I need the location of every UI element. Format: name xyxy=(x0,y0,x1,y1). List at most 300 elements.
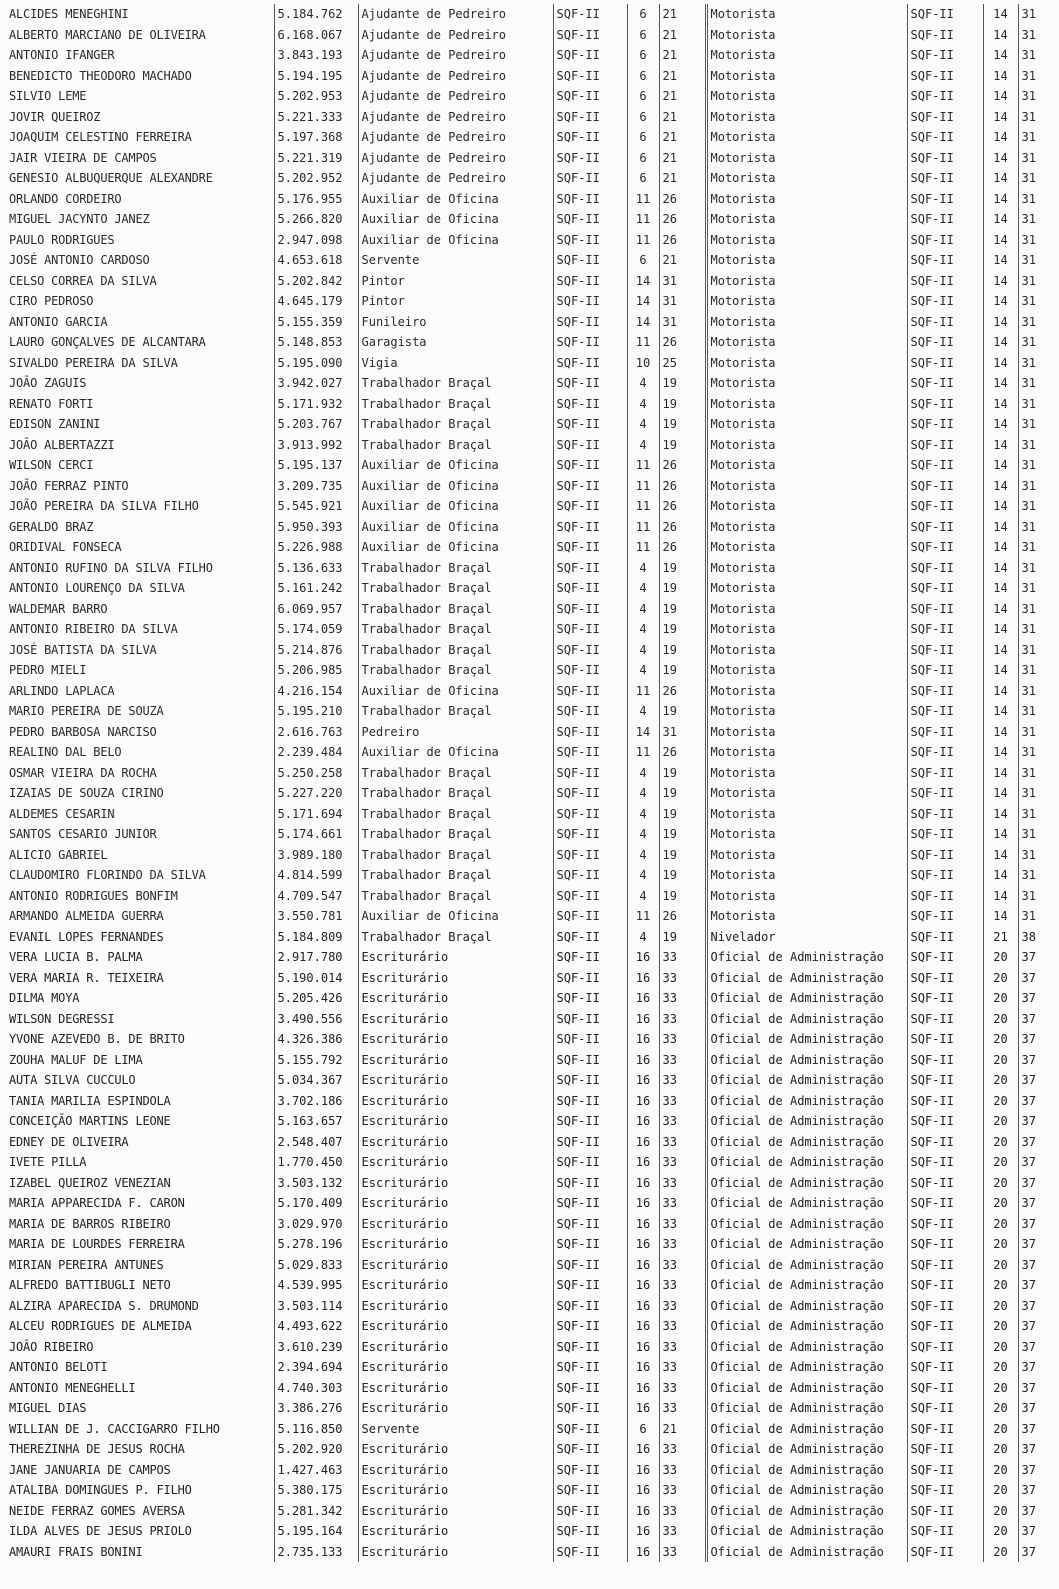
current-level: 14 xyxy=(627,312,659,333)
new-level: 14 xyxy=(983,127,1018,148)
current-table: SQF-II xyxy=(553,804,627,825)
current-level: 6 xyxy=(627,1419,659,1440)
new-grade: 31 xyxy=(1018,578,1052,599)
current-grade: 33 xyxy=(659,1501,706,1522)
new-position: Motorista xyxy=(706,476,907,497)
current-position: Escriturário xyxy=(358,1091,553,1112)
new-table: SQF-II xyxy=(907,1193,983,1214)
new-grade: 31 xyxy=(1018,332,1052,353)
current-position: Escriturário xyxy=(358,1480,553,1501)
current-table: SQF-II xyxy=(553,558,627,579)
current-position: Pintor xyxy=(358,271,553,292)
new-table: SQF-II xyxy=(907,1501,983,1522)
table-row xyxy=(6,435,1052,456)
new-level: 20 xyxy=(983,1316,1018,1337)
new-table: SQF-II xyxy=(907,45,983,66)
new-table: SQF-II xyxy=(907,1009,983,1030)
table-row xyxy=(6,1275,1052,1296)
registration-number: 5.195.210 xyxy=(274,701,358,722)
current-table: SQF-II xyxy=(553,1275,627,1296)
current-table: SQF-II xyxy=(553,168,627,189)
new-table: SQF-II xyxy=(907,783,983,804)
new-level: 14 xyxy=(983,414,1018,435)
current-grade: 31 xyxy=(659,312,706,333)
new-level: 20 xyxy=(983,1091,1018,1112)
current-level: 16 xyxy=(627,1234,659,1255)
current-position: Trabalhador Braçal xyxy=(358,804,553,825)
employee-name: CELSO CORREA DA SILVA xyxy=(9,273,157,288)
new-table: SQF-II xyxy=(907,1378,983,1399)
new-position: Oficial de Administração xyxy=(706,1480,907,1501)
employee-name: EDNEY DE OLIVEIRA xyxy=(9,1134,129,1149)
current-table: SQF-II xyxy=(553,988,627,1009)
new-position: Oficial de Administração xyxy=(706,1521,907,1542)
new-grade: 31 xyxy=(1018,886,1052,907)
registration-number: 2.548.407 xyxy=(274,1132,358,1153)
registration-number: 3.843.193 xyxy=(274,45,358,66)
current-table: SQF-II xyxy=(553,86,627,107)
new-grade: 37 xyxy=(1018,1111,1052,1132)
registration-number: 5.227.220 xyxy=(274,783,358,804)
new-grade: 31 xyxy=(1018,148,1052,169)
current-level: 6 xyxy=(627,168,659,189)
current-level: 16 xyxy=(627,1357,659,1378)
current-position: Escriturário xyxy=(358,1050,553,1071)
current-grade: 33 xyxy=(659,1214,706,1235)
new-level: 14 xyxy=(983,271,1018,292)
new-position: Oficial de Administração xyxy=(706,1193,907,1214)
new-table: SQF-II xyxy=(907,127,983,148)
new-position: Motorista xyxy=(706,414,907,435)
table-row xyxy=(6,1234,1052,1255)
current-grade: 26 xyxy=(659,681,706,702)
current-grade: 33 xyxy=(659,1152,706,1173)
table-row xyxy=(6,66,1052,87)
employee-name: ALCIDES MENEGHINI xyxy=(9,7,129,22)
new-table: SQF-II xyxy=(907,906,983,927)
employee-name: TANIA MARILIA ESPINDOLA xyxy=(9,1093,171,1108)
new-grade: 31 xyxy=(1018,824,1052,845)
table-row xyxy=(6,804,1052,825)
table-row xyxy=(6,1316,1052,1337)
new-table: SQF-II xyxy=(907,681,983,702)
current-table: SQF-II xyxy=(553,1091,627,1112)
new-table: SQF-II xyxy=(907,1460,983,1481)
current-grade: 33 xyxy=(659,1050,706,1071)
current-level: 16 xyxy=(627,1398,659,1419)
current-level: 6 xyxy=(627,4,659,25)
employee-name: ALFREDO BATTIBUGLI NETO xyxy=(9,1278,171,1293)
current-position: Auxiliar de Oficina xyxy=(358,496,553,517)
current-level: 16 xyxy=(627,1542,659,1563)
new-grade: 37 xyxy=(1018,1214,1052,1235)
current-table: SQF-II xyxy=(553,1132,627,1153)
new-grade: 31 xyxy=(1018,619,1052,640)
new-level: 14 xyxy=(983,189,1018,210)
new-grade: 37 xyxy=(1018,1378,1052,1399)
new-position: Motorista xyxy=(706,394,907,415)
new-position: Oficial de Administração xyxy=(706,1542,907,1563)
new-grade: 31 xyxy=(1018,373,1052,394)
registration-number: 5.195.137 xyxy=(274,455,358,476)
registration-number: 5.148.853 xyxy=(274,332,358,353)
current-level: 11 xyxy=(627,230,659,251)
current-grade: 33 xyxy=(659,1357,706,1378)
current-grade: 33 xyxy=(659,1378,706,1399)
registration-number: 5.170.409 xyxy=(274,1193,358,1214)
current-level: 11 xyxy=(627,906,659,927)
current-table: SQF-II xyxy=(553,886,627,907)
new-level: 14 xyxy=(983,209,1018,230)
employee-name: LAURO GONÇALVES DE ALCANTARA xyxy=(9,335,206,350)
new-level: 20 xyxy=(983,1173,1018,1194)
current-grade: 21 xyxy=(659,25,706,46)
current-position: Trabalhador Braçal xyxy=(358,578,553,599)
current-level: 16 xyxy=(627,1460,659,1481)
new-level: 14 xyxy=(983,476,1018,497)
employee-name: JOSÉ BATISTA DA SILVA xyxy=(9,642,157,657)
current-level: 14 xyxy=(627,271,659,292)
new-position: Motorista xyxy=(706,312,907,333)
current-position: Escriturário xyxy=(358,1029,553,1050)
current-level: 11 xyxy=(627,517,659,538)
current-table: SQF-II xyxy=(553,189,627,210)
employee-name: VERA MARIA R. TEIXEIRA xyxy=(9,970,164,985)
table-row xyxy=(6,209,1052,230)
registration-number: 5.184.809 xyxy=(274,927,358,948)
registration-number: 4.814.599 xyxy=(274,865,358,886)
new-position: Motorista xyxy=(706,701,907,722)
new-level: 14 xyxy=(983,332,1018,353)
current-table: SQF-II xyxy=(553,45,627,66)
registration-number: 3.989.180 xyxy=(274,845,358,866)
new-position: Oficial de Administração xyxy=(706,1316,907,1337)
current-position: Escriturário xyxy=(358,1542,553,1563)
new-table: SQF-II xyxy=(907,250,983,271)
current-table: SQF-II xyxy=(553,619,627,640)
new-grade: 31 xyxy=(1018,414,1052,435)
current-level: 16 xyxy=(627,1214,659,1235)
new-position: Oficial de Administração xyxy=(706,1337,907,1358)
new-level: 20 xyxy=(983,968,1018,989)
current-level: 16 xyxy=(627,1111,659,1132)
employee-name: ARLINDO LAPLACA xyxy=(9,683,115,698)
new-position: Motorista xyxy=(706,906,907,927)
current-grade: 19 xyxy=(659,660,706,681)
new-position: Oficial de Administração xyxy=(706,1419,907,1440)
registration-number: 5.171.694 xyxy=(274,804,358,825)
new-table: SQF-II xyxy=(907,660,983,681)
table-row xyxy=(6,25,1052,46)
current-position: Trabalhador Braçal xyxy=(358,824,553,845)
employee-name: PEDRO MIELI xyxy=(9,663,87,678)
registration-number: 3.503.132 xyxy=(274,1173,358,1194)
current-position: Trabalhador Braçal xyxy=(358,558,553,579)
current-level: 4 xyxy=(627,804,659,825)
registration-number: 5.250.258 xyxy=(274,763,358,784)
registration-number: 3.942.027 xyxy=(274,373,358,394)
new-level: 21 xyxy=(983,927,1018,948)
new-grade: 37 xyxy=(1018,1296,1052,1317)
current-level: 16 xyxy=(627,1521,659,1542)
current-table: SQF-II xyxy=(553,1460,627,1481)
current-position: Ajudante de Pedreiro xyxy=(358,45,553,66)
registration-number: 4.653.618 xyxy=(274,250,358,271)
current-grade: 26 xyxy=(659,906,706,927)
current-table: SQF-II xyxy=(553,476,627,497)
registration-number: 5.136.633 xyxy=(274,558,358,579)
new-level: 14 xyxy=(983,722,1018,743)
employee-name: PAULO RODRIGUES xyxy=(9,232,115,247)
current-grade: 26 xyxy=(659,537,706,558)
new-grade: 31 xyxy=(1018,701,1052,722)
new-table: SQF-II xyxy=(907,1173,983,1194)
current-table: SQF-II xyxy=(553,1439,627,1460)
current-position: Trabalhador Braçal xyxy=(358,394,553,415)
new-level: 20 xyxy=(983,1337,1018,1358)
new-grade: 31 xyxy=(1018,312,1052,333)
new-table: SQF-II xyxy=(907,1542,983,1563)
new-position: Oficial de Administração xyxy=(706,1296,907,1317)
employee-name: JAIR VIEIRA DE CAMPOS xyxy=(9,150,157,165)
current-grade: 19 xyxy=(659,886,706,907)
current-grade: 19 xyxy=(659,435,706,456)
new-level: 20 xyxy=(983,1357,1018,1378)
employee-name: ALDEMES CESARIN xyxy=(9,806,115,821)
current-grade: 33 xyxy=(659,1316,706,1337)
new-position: Motorista xyxy=(706,86,907,107)
employee-name: EDISON ZANINI xyxy=(9,417,101,432)
table-row xyxy=(6,332,1052,353)
current-grade: 21 xyxy=(659,148,706,169)
current-position: Trabalhador Braçal xyxy=(358,599,553,620)
new-position: Motorista xyxy=(706,189,907,210)
current-level: 11 xyxy=(627,209,659,230)
new-table: SQF-II xyxy=(907,1029,983,1050)
new-level: 20 xyxy=(983,1132,1018,1153)
new-grade: 37 xyxy=(1018,1439,1052,1460)
new-position: Oficial de Administração xyxy=(706,1009,907,1030)
table-row xyxy=(6,45,1052,66)
table-row xyxy=(6,845,1052,866)
current-grade: 19 xyxy=(659,578,706,599)
registration-number: 4.740.303 xyxy=(274,1378,358,1399)
current-position: Ajudante de Pedreiro xyxy=(358,148,553,169)
new-level: 14 xyxy=(983,86,1018,107)
new-grade: 31 xyxy=(1018,660,1052,681)
current-level: 4 xyxy=(627,824,659,845)
current-level: 4 xyxy=(627,640,659,661)
current-table: SQF-II xyxy=(553,1255,627,1276)
current-position: Escriturário xyxy=(358,1378,553,1399)
current-grade: 33 xyxy=(659,968,706,989)
new-table: SQF-II xyxy=(907,455,983,476)
new-grade: 31 xyxy=(1018,189,1052,210)
current-grade: 26 xyxy=(659,209,706,230)
new-grade: 37 xyxy=(1018,1152,1052,1173)
registration-number: 5.202.952 xyxy=(274,168,358,189)
current-position: Servente xyxy=(358,250,553,271)
current-grade: 33 xyxy=(659,1439,706,1460)
current-table: SQF-II xyxy=(553,783,627,804)
new-table: SQF-II xyxy=(907,947,983,968)
new-grade: 31 xyxy=(1018,537,1052,558)
new-position: Motorista xyxy=(706,763,907,784)
new-level: 14 xyxy=(983,804,1018,825)
current-position: Vigia xyxy=(358,353,553,374)
table-row xyxy=(6,1480,1052,1501)
current-table: SQF-II xyxy=(553,107,627,128)
current-table: SQF-II xyxy=(553,455,627,476)
new-level: 14 xyxy=(983,455,1018,476)
new-position: Oficial de Administração xyxy=(706,1070,907,1091)
new-position: Oficial de Administração xyxy=(706,1255,907,1276)
employee-name: ALCEU RODRIGUES DE ALMEIDA xyxy=(9,1319,192,1334)
current-table: SQF-II xyxy=(553,968,627,989)
new-position: Motorista xyxy=(706,209,907,230)
current-level: 4 xyxy=(627,886,659,907)
current-grade: 31 xyxy=(659,291,706,312)
new-position: Motorista xyxy=(706,25,907,46)
new-grade: 31 xyxy=(1018,66,1052,87)
new-level: 20 xyxy=(983,1480,1018,1501)
employee-name: VERA LUCIA B. PALMA xyxy=(9,950,143,965)
current-level: 16 xyxy=(627,1316,659,1337)
employee-name: ANTONIO IFANGER xyxy=(9,48,115,63)
new-grade: 31 xyxy=(1018,271,1052,292)
new-level: 14 xyxy=(983,640,1018,661)
current-grade: 19 xyxy=(659,804,706,825)
current-position: Servente xyxy=(358,1419,553,1440)
new-table: SQF-II xyxy=(907,4,983,25)
new-table: SQF-II xyxy=(907,968,983,989)
table-row xyxy=(6,373,1052,394)
new-grade: 37 xyxy=(1018,1050,1052,1071)
new-level: 20 xyxy=(983,1296,1018,1317)
current-table: SQF-II xyxy=(553,845,627,866)
table-row xyxy=(6,312,1052,333)
employee-name: ORIDIVAL FONSECA xyxy=(9,540,122,555)
current-table: SQF-II xyxy=(553,1296,627,1317)
current-level: 4 xyxy=(627,619,659,640)
new-table: SQF-II xyxy=(907,189,983,210)
new-grade: 37 xyxy=(1018,1357,1052,1378)
current-level: 4 xyxy=(627,865,659,886)
new-grade: 31 xyxy=(1018,45,1052,66)
table-row xyxy=(6,824,1052,845)
current-table: SQF-II xyxy=(553,66,627,87)
registration-number: 2.735.133 xyxy=(274,1542,358,1563)
new-level: 20 xyxy=(983,1050,1018,1071)
table-row xyxy=(6,1193,1052,1214)
current-position: Ajudante de Pedreiro xyxy=(358,86,553,107)
table-row xyxy=(6,1029,1052,1050)
new-position: Motorista xyxy=(706,353,907,374)
new-position: Motorista xyxy=(706,742,907,763)
current-table: SQF-II xyxy=(553,578,627,599)
new-table: SQF-II xyxy=(907,1480,983,1501)
employee-name: JOAQUIM CELESTINO FERREIRA xyxy=(9,130,192,145)
new-level: 14 xyxy=(983,845,1018,866)
new-level: 14 xyxy=(983,312,1018,333)
new-table: SQF-II xyxy=(907,496,983,517)
employee-name: JOÃO ALBERTAZZI xyxy=(9,437,115,452)
new-table: SQF-II xyxy=(907,1070,983,1091)
current-grade: 26 xyxy=(659,742,706,763)
current-level: 6 xyxy=(627,250,659,271)
new-level: 20 xyxy=(983,1070,1018,1091)
new-table: SQF-II xyxy=(907,1521,983,1542)
table-row xyxy=(6,558,1052,579)
current-position: Escriturário xyxy=(358,1357,553,1378)
new-position: Motorista xyxy=(706,886,907,907)
current-level: 4 xyxy=(627,373,659,394)
current-position: Trabalhador Braçal xyxy=(358,783,553,804)
current-table: SQF-II xyxy=(553,1501,627,1522)
new-grade: 31 xyxy=(1018,435,1052,456)
current-level: 16 xyxy=(627,1255,659,1276)
new-position: Oficial de Administração xyxy=(706,1050,907,1071)
registration-number: 5.029.833 xyxy=(274,1255,358,1276)
staff-table-body xyxy=(6,4,1052,1562)
current-level: 16 xyxy=(627,1173,659,1194)
current-position: Trabalhador Braçal xyxy=(358,660,553,681)
employee-name: JOÃO ZAGUIS xyxy=(9,376,87,391)
new-level: 14 xyxy=(983,496,1018,517)
new-position: Motorista xyxy=(706,824,907,845)
new-level: 14 xyxy=(983,578,1018,599)
new-table: SQF-II xyxy=(907,1316,983,1337)
registration-number: 5.205.426 xyxy=(274,988,358,1009)
table-row xyxy=(6,394,1052,415)
new-grade: 31 xyxy=(1018,763,1052,784)
new-position: Motorista xyxy=(706,66,907,87)
employee-name: JOÃO FERRAZ PINTO xyxy=(9,478,129,493)
new-grade: 31 xyxy=(1018,4,1052,25)
employee-name: WILLIAN DE J. CACCIGARRO FILHO xyxy=(9,1421,220,1436)
current-level: 11 xyxy=(627,537,659,558)
current-grade: 26 xyxy=(659,496,706,517)
new-table: SQF-II xyxy=(907,1132,983,1153)
new-position: Motorista xyxy=(706,435,907,456)
registration-number: 5.155.792 xyxy=(274,1050,358,1071)
new-grade: 31 xyxy=(1018,804,1052,825)
table-row xyxy=(6,1501,1052,1522)
current-level: 14 xyxy=(627,722,659,743)
current-table: SQF-II xyxy=(553,1050,627,1071)
employee-name: EVANIL LOPES FERNANDES xyxy=(9,929,164,944)
table-row xyxy=(6,1173,1052,1194)
table-row xyxy=(6,1439,1052,1460)
table-row xyxy=(6,619,1052,640)
employee-name: JOVIR QUEIROZ xyxy=(9,109,101,124)
current-table: SQF-II xyxy=(553,4,627,25)
current-grade: 21 xyxy=(659,107,706,128)
registration-number: 5.221.333 xyxy=(274,107,358,128)
current-level: 6 xyxy=(627,148,659,169)
employee-name: WILSON DEGRESSI xyxy=(9,1011,115,1026)
table-row xyxy=(6,783,1052,804)
staff-table xyxy=(6,4,1052,1562)
new-position: Motorista xyxy=(706,455,907,476)
new-level: 20 xyxy=(983,1275,1018,1296)
current-table: SQF-II xyxy=(553,1193,627,1214)
current-grade: 33 xyxy=(659,1296,706,1317)
new-table: SQF-II xyxy=(907,763,983,784)
new-position: Oficial de Administração xyxy=(706,1029,907,1050)
new-level: 14 xyxy=(983,742,1018,763)
new-table: SQF-II xyxy=(907,1398,983,1419)
